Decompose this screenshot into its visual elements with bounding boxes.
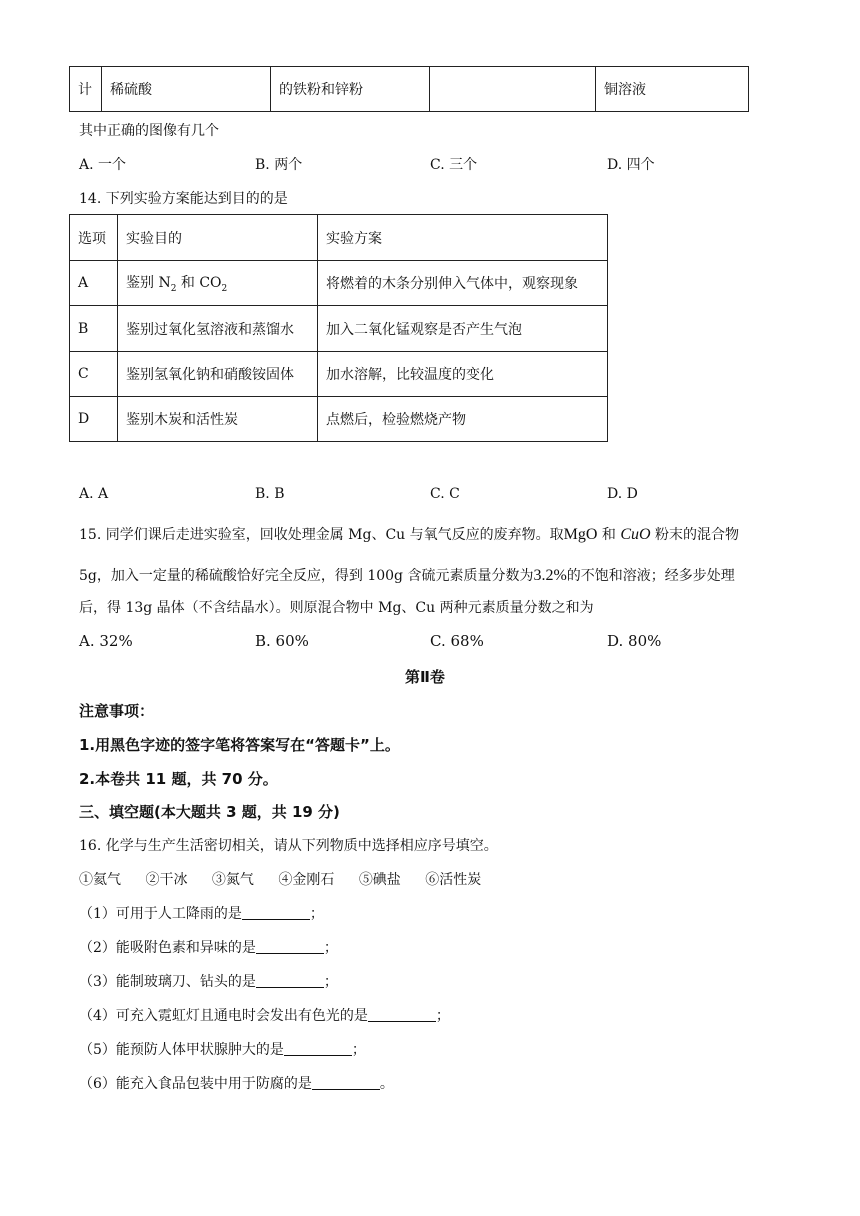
table-cell-plan: 加入二氧化锰观察是否产生气泡 [318, 306, 608, 352]
purpose-text: 鉴别 N [126, 275, 171, 292]
q15-option-c: C. 68% [430, 632, 484, 650]
item-text: （5）能预防人体甲状腺肿大的是 [79, 1042, 284, 1058]
percentage-value: 3.2% [533, 567, 567, 584]
table-row [70, 352, 608, 397]
q15-option-a: A. 32% [79, 632, 133, 650]
notice-item: 1.用黑色字迹的签字笔将答案写在“答题卡”上。 [79, 736, 400, 754]
table-row [70, 306, 608, 352]
q13-question-tail: 其中正确的图像有几个 [79, 123, 219, 139]
q15-text: 15. 同学们课后走进实验室，回收处理金属 Mg、Cu 与氧气反应的废弃物。取 [79, 527, 564, 543]
q13-option-c: C. 三个 [430, 157, 478, 173]
q14-option-d: D. D [607, 486, 638, 502]
subscript: 2 [221, 283, 228, 294]
choice-item: ⑥活性炭 [425, 872, 482, 888]
item-text: （3）能制玻璃刀、钻头的是 [79, 974, 256, 990]
top-table-cell: 计 [70, 67, 102, 112]
table-row [70, 215, 608, 261]
table-cell-plan: 加水溶解，比较温度的变化 [318, 352, 608, 397]
table-cell-purpose: 鉴别氢氧化钠和硝酸铵固体 [118, 352, 318, 397]
table-cell-option: C [70, 352, 118, 397]
subscript: 2 [170, 283, 177, 294]
table-cell-plan: 将燃着的木条分别伸入气体中，观察现象 [318, 261, 608, 306]
q15-text: 粉末的混合物 [650, 527, 740, 543]
answer-blank[interactable] [284, 1041, 352, 1056]
q14-title: 14. 下列实验方案能达到目的的是 [79, 191, 288, 207]
table-cell-purpose [118, 261, 318, 306]
q16-title: 16. 化学与生产生活密切相关，请从下列物质中选择相应序号填空。 [79, 838, 498, 854]
notice-item: 2.本卷共 11 题，共 70 分。 [79, 770, 278, 788]
item-end: ； [435, 1008, 450, 1024]
table-cell-purpose: 鉴别木炭和活性炭 [118, 397, 318, 442]
q13-option-d: D. 四个 [607, 157, 655, 173]
choice-item: ④金刚石 [278, 872, 335, 888]
q13-option-b: B. 两个 [255, 157, 303, 173]
table-header: 选项 [70, 215, 118, 261]
choice-item: ⑤碘盐 [358, 872, 401, 888]
section-title: 第Ⅱ卷 [405, 668, 445, 686]
q14-option-b: B. B [255, 486, 285, 502]
answer-blank[interactable] [368, 1007, 436, 1022]
purpose-text: 和 CO [176, 275, 222, 292]
formula-mgo: MgO [563, 526, 598, 543]
q14-option-c: C. C [430, 486, 460, 502]
choice-item: ③氮气 [211, 872, 254, 888]
q14-option-a: A. A [79, 486, 109, 502]
table-cell-plan: 点燃后，检验燃烧产物 [318, 397, 608, 442]
table-row [70, 261, 608, 306]
item-end: 。 [379, 1076, 394, 1092]
table-cell-purpose: 鉴别过氧化氢溶液和蒸馏水 [118, 306, 318, 352]
top-table-cell: 稀硫酸 [102, 67, 271, 112]
top-table-cell [430, 67, 596, 112]
q16-item [79, 1039, 366, 1059]
item-end: ； [323, 974, 338, 990]
item-text: （1）可用于人工降雨的是 [79, 906, 242, 922]
q16-item [79, 1005, 450, 1025]
item-text: （6）能充入食品包装中用于防腐的是 [79, 1076, 312, 1092]
item-text: （2）能吸附色素和异味的是 [79, 940, 256, 956]
q16-item [79, 937, 338, 957]
answer-blank[interactable] [242, 905, 310, 920]
answer-blank[interactable] [312, 1075, 380, 1090]
item-end: ； [309, 906, 324, 922]
formula-cuo: CuO [620, 526, 651, 543]
table-header: 实验方案 [318, 215, 608, 261]
q15-text: 5g，加入一定量的稀硫酸恰好完全反应，得到 100g 含硫元素质量分数为 [79, 568, 534, 584]
q15-text: 和 [597, 527, 621, 543]
item-text: （4）可充入霓虹灯且通电时会发出有色光的是 [79, 1008, 368, 1024]
item-end: ； [351, 1042, 366, 1058]
notice-title: 注意事项： [79, 702, 155, 720]
choice-item: ①氦气 [79, 872, 121, 888]
q16-item [79, 903, 324, 923]
top-table-cell: 铜溶液 [596, 67, 749, 112]
answer-blank[interactable] [256, 973, 324, 988]
q15-option-b: B. 60% [255, 632, 309, 650]
choice-item: ②干冰 [145, 872, 188, 888]
table-row [70, 397, 608, 442]
item-end: ； [323, 940, 338, 956]
q15-line2 [79, 565, 735, 585]
table-header: 实验目的 [118, 215, 318, 261]
q15-text: 的不饱和溶液；经多步处理 [566, 568, 735, 584]
q15-line3: 后，得 13g 晶体（不含结晶水）。则原混合物中 Mg、Cu 两种元素质量分数之和为 [79, 600, 594, 616]
q15-line1 [79, 524, 739, 544]
table-cell-option: D [70, 397, 118, 442]
q16-item [79, 1073, 394, 1093]
answer-blank[interactable] [256, 939, 324, 954]
q15-option-d: D. 80% [607, 632, 662, 650]
q16-item [79, 971, 338, 991]
q14-table [69, 214, 608, 442]
part-heading: 三、填空题(本大题共 3 题，共 19 分) [79, 803, 340, 821]
top-table [69, 66, 749, 112]
q16-choices [79, 869, 481, 889]
top-table-cell: 的铁粉和锌粉 [271, 67, 430, 112]
q13-option-a: A. 一个 [79, 157, 127, 173]
table-cell-option: B [70, 306, 118, 352]
table-cell-option: A [70, 261, 118, 306]
